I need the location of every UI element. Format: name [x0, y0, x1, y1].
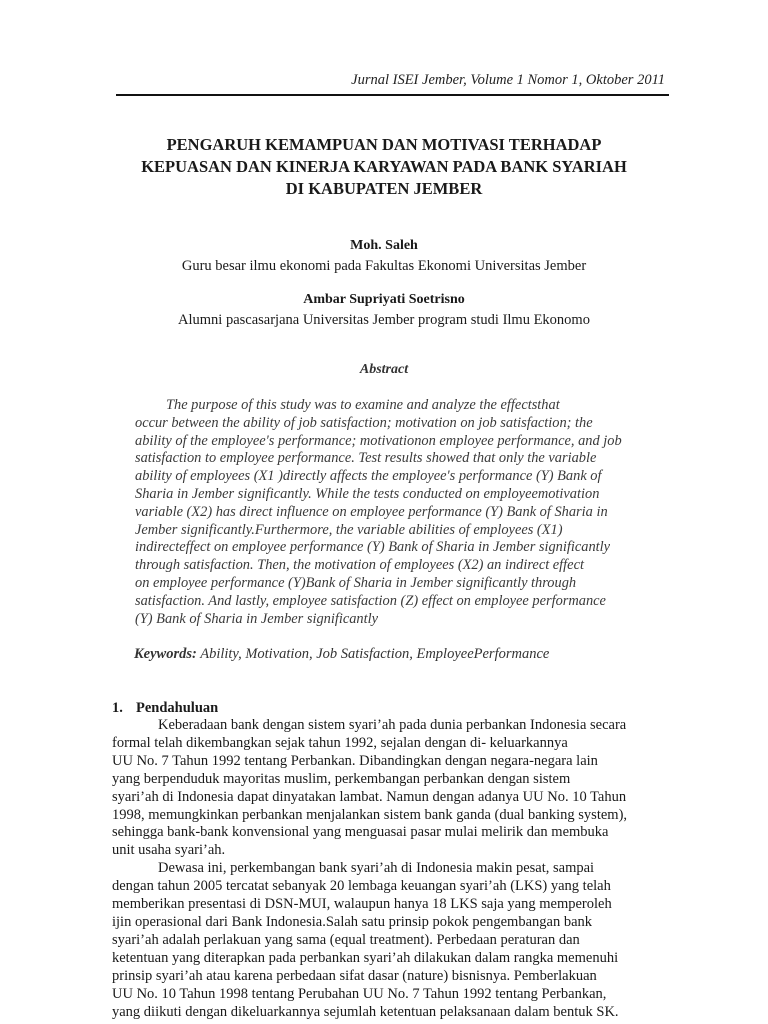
author-block-2	[100, 290, 668, 330]
body-line: formal telah dikembangkan sejak tahun 1992, sejalan dengan di- keluarkannya	[112, 734, 568, 751]
abstract-line: through satisfaction. Then, the motivation of employees (X2) an indirect effect	[135, 557, 584, 574]
section-number: 1.	[112, 700, 123, 716]
body-line: yang diikuti dengan dikeluarkannya sejumlah ketentuan pelaksanaan dalam bentuk SK.	[112, 1003, 619, 1020]
abstract-line: indirecteffect on employee performance (Y) Bank of Sharia in Jember significantly	[135, 539, 611, 556]
author-block-1	[100, 236, 668, 276]
abstract-line: Sharia in Jember significantly. While the tests conducted on employeemotivation	[135, 485, 600, 502]
abstract-line: on employee performance (Y)Bank of Sharia in Jember significantly through	[135, 574, 577, 591]
body-line: Dewasa ini, perkembangan bank syari’ah di Indonesia makin pesat, sampai	[158, 860, 595, 877]
author-name: Moh. Saleh	[350, 238, 418, 253]
body-text	[112, 717, 666, 1021]
paper-title	[100, 134, 668, 200]
abstract-line: satisfaction to employee performance. Test results showed that only the variable	[135, 450, 597, 467]
keywords	[134, 646, 674, 663]
body-line: syari’ah adalah perlakuan yang sama (equal treatment). Perbedaan peraturan dan	[112, 931, 580, 948]
title-line: DI KABUPATEN JEMBER	[285, 179, 483, 198]
body-line: yang berpenduduk mayoritas muslim, perkembangan perbankan dengan sistem	[112, 770, 571, 787]
body-line: syari’ah di Indonesia dapat dinyatakan lambat. Namun dengan adanya UU No. 10 Tahun	[112, 788, 627, 805]
abstract-heading: Abstract	[359, 362, 409, 377]
body-line: dengan tahun 2005 tercatat sebanyak 20 lembaga keuangan syari’ah (LKS) yang telah	[112, 878, 611, 895]
body-line: sehingga bank-bank konvensional yang menguasai pasar mulai melirik dan membuka	[112, 824, 609, 841]
abstract-body	[135, 397, 666, 628]
body-line: ketentuan yang diterapkan pada perbankan syari’ah dilakukan dalam rangka memenuhi	[112, 949, 619, 966]
abstract-line: variable (X2) has direct influence on employee performance (Y) Bank of Sharia in	[135, 503, 608, 520]
body-line: ijin operasional dari Bank Indonesia.Salah satu prinsip pokok pengembangan bank	[112, 913, 593, 930]
author-name: Ambar Supriyati Soetrisno	[303, 292, 465, 307]
body-line: memberikan presentasi di DSN-MUI, walaupun hanya 18 LKS saja yang memperoleh	[112, 896, 612, 913]
keywords-text: Ability, Motivation, Job Satisfaction, EmployeePerformance	[196, 646, 550, 662]
author-affiliation: Alumni pascasarjana Universitas Jember program studi Ilmu Ekonomo	[178, 312, 590, 328]
abstract-line: ability of employees (X1 )directly affects the employee's performance (Y) Bank of	[135, 468, 602, 485]
abstract-line: The purpose of this study was to examine and analyze the effectsthat	[166, 397, 560, 413]
keywords-label: Keywords:	[134, 646, 197, 662]
title-line: PENGARUH KEMAMPUAN DAN MOTIVASI TERHADAP	[166, 135, 602, 154]
abstract-line: occur between the ability of job satisfaction; motivation on job satisfaction; the	[135, 414, 593, 431]
abstract-line: satisfaction. And lastly, employee satisfaction (Z) effect on employee performance	[135, 592, 606, 609]
body-line: UU No. 10 Tahun 1998 tentang Perubahan UU No. 7 Tahun 1992 tentang Perbankan,	[112, 985, 607, 1002]
body-line: unit usaha syari’ah.	[112, 842, 226, 859]
abstract-line: Jember significantly.Furthermore, the variable abilities of employees (X1)	[135, 521, 563, 538]
body-line: Keberadaan bank dengan sistem syari’ah pada dunia perbankan Indonesia secara	[158, 717, 627, 733]
author-affiliation: Guru besar ilmu ekonomi pada Fakultas Ekonomi Universitas Jember	[181, 258, 587, 274]
body-line: UU No. 7 Tahun 1992 tentang Perbankan. Dibandingkan dengan negara-negara lain	[112, 752, 598, 769]
abstract-line: (Y) Bank of Sharia in Jember significantly	[135, 610, 379, 627]
journal-header: Jurnal ISEI Jember, Volume 1 Nomor 1, Oktober 2011	[351, 72, 665, 88]
title-line: KEPUASAN DAN KINERJA KARYAWAN PADA BANK SYARIAH	[141, 157, 627, 176]
abstract-line: ability of the employee's performance; motivationon employee performance, and job	[135, 432, 622, 449]
section-title: Pendahuluan	[136, 700, 219, 716]
body-line: prinsip syari’ah atau karena perbedaan sifat dasar (nature) bisnisnya. Pemberlakuan	[112, 967, 597, 984]
body-line: 1998, memungkinkan perbankan menjalankan sistem bank ganda (dual banking system),	[112, 806, 628, 823]
section-heading	[112, 700, 218, 717]
header-divider	[116, 94, 669, 96]
